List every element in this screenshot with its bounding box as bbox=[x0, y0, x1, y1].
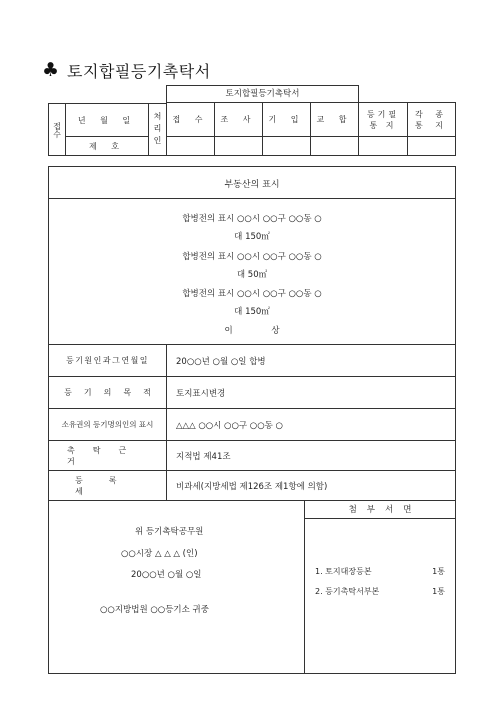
receipt-blank-3 bbox=[262, 136, 311, 156]
attachment-count-1: 1통 bbox=[432, 567, 445, 576]
notice-various: 각 종 통 지 bbox=[407, 102, 456, 137]
attachment-item-2 bbox=[315, 586, 445, 597]
field-label-cause: 등기원인과그연월일 bbox=[49, 345, 167, 376]
receipt-blank-2 bbox=[214, 136, 263, 156]
field-row-basis bbox=[49, 440, 455, 470]
property-line-4: 대 50㎡ bbox=[236, 270, 268, 280]
notice-blank-2 bbox=[407, 136, 456, 156]
club-icon: ♣ bbox=[42, 59, 60, 81]
property-line-2: 대 150㎡ bbox=[234, 232, 270, 242]
field-row-owner bbox=[49, 408, 455, 440]
receipt-label: 접수 bbox=[48, 103, 66, 156]
field-value-purpose: 토지표시변경 bbox=[176, 388, 226, 399]
main-form bbox=[48, 166, 456, 674]
notice-blank-1 bbox=[358, 136, 408, 156]
attachment-name-2: 2. 등기촉탁서부본 bbox=[315, 587, 380, 596]
receipt-col-2: 조 사 bbox=[214, 102, 263, 137]
field-row-tax bbox=[49, 470, 455, 500]
field-row-purpose bbox=[49, 376, 455, 408]
number-label: 제 호 bbox=[65, 136, 149, 156]
field-value-owner: △△△ ○○시 ○○구 ○○동 ○ bbox=[176, 420, 283, 431]
attachment-item-1 bbox=[315, 566, 445, 577]
receipt-header: 토지합필등기촉탁서 bbox=[166, 85, 359, 103]
attachment-name-1: 1. 토지대장등본 bbox=[315, 567, 372, 576]
date-label: 년 월 일 bbox=[65, 103, 149, 137]
signature-line-2: ○○시장 △ △ △ (인) bbox=[121, 549, 198, 559]
property-line-5: 합병전의 표시 ○○시 ○○구 ○○동 ○ bbox=[182, 289, 322, 299]
attachments-header: 첨부서면 bbox=[305, 500, 455, 519]
property-line-7: 이 상 bbox=[224, 326, 298, 336]
property-divider bbox=[49, 198, 455, 199]
signature-line-1: 위 등기촉탁공무원 bbox=[135, 527, 204, 537]
field-label-tax: 등록세 bbox=[49, 471, 167, 500]
notice-registered: 등기필 통 지 bbox=[358, 102, 408, 137]
receipt-box bbox=[48, 85, 456, 157]
attachments-block bbox=[305, 500, 455, 673]
property-header: 부동산의 표시 bbox=[224, 180, 280, 190]
document-title: 토지합필등기촉탁서 bbox=[67, 61, 211, 81]
field-value-tax: 비과세(지방세법 제126조 제1항에 의함) bbox=[176, 481, 328, 492]
property-line-3: 합병전의 표시 ○○시 ○○구 ○○동 ○ bbox=[182, 252, 322, 262]
receipt-blank-1 bbox=[166, 136, 215, 156]
signature-line-3: 20○○년 ○월 ○일 bbox=[131, 570, 202, 580]
field-label-owner: 소유권의 등기명의인의 표시 bbox=[49, 409, 167, 440]
receipt-col-3: 기 입 bbox=[262, 102, 311, 137]
process-label: 처리인 bbox=[148, 103, 167, 156]
signature-line-4: ○○지방법원 ○○등기소 귀중 bbox=[100, 605, 209, 615]
property-line-6: 대 150㎡ bbox=[234, 307, 270, 317]
property-line-1: 합병전의 표시 ○○시 ○○구 ○○동 ○ bbox=[182, 214, 322, 224]
field-label-purpose: 등기의목적 bbox=[49, 377, 167, 408]
field-row-cause bbox=[49, 344, 455, 376]
field-value-basis: 지적법 제41조 bbox=[176, 451, 231, 462]
receipt-col-1: 접 수 bbox=[166, 102, 215, 137]
field-value-cause: 20○○년 ○월 ○일 합병 bbox=[176, 356, 266, 367]
signature-block bbox=[49, 500, 305, 673]
receipt-col-4: 교 합 bbox=[310, 102, 359, 137]
attachment-count-2: 1통 bbox=[432, 587, 445, 596]
document-title-row bbox=[42, 59, 211, 81]
receipt-blank-4 bbox=[310, 136, 359, 156]
field-label-basis: 촉탁근거 bbox=[49, 441, 167, 470]
